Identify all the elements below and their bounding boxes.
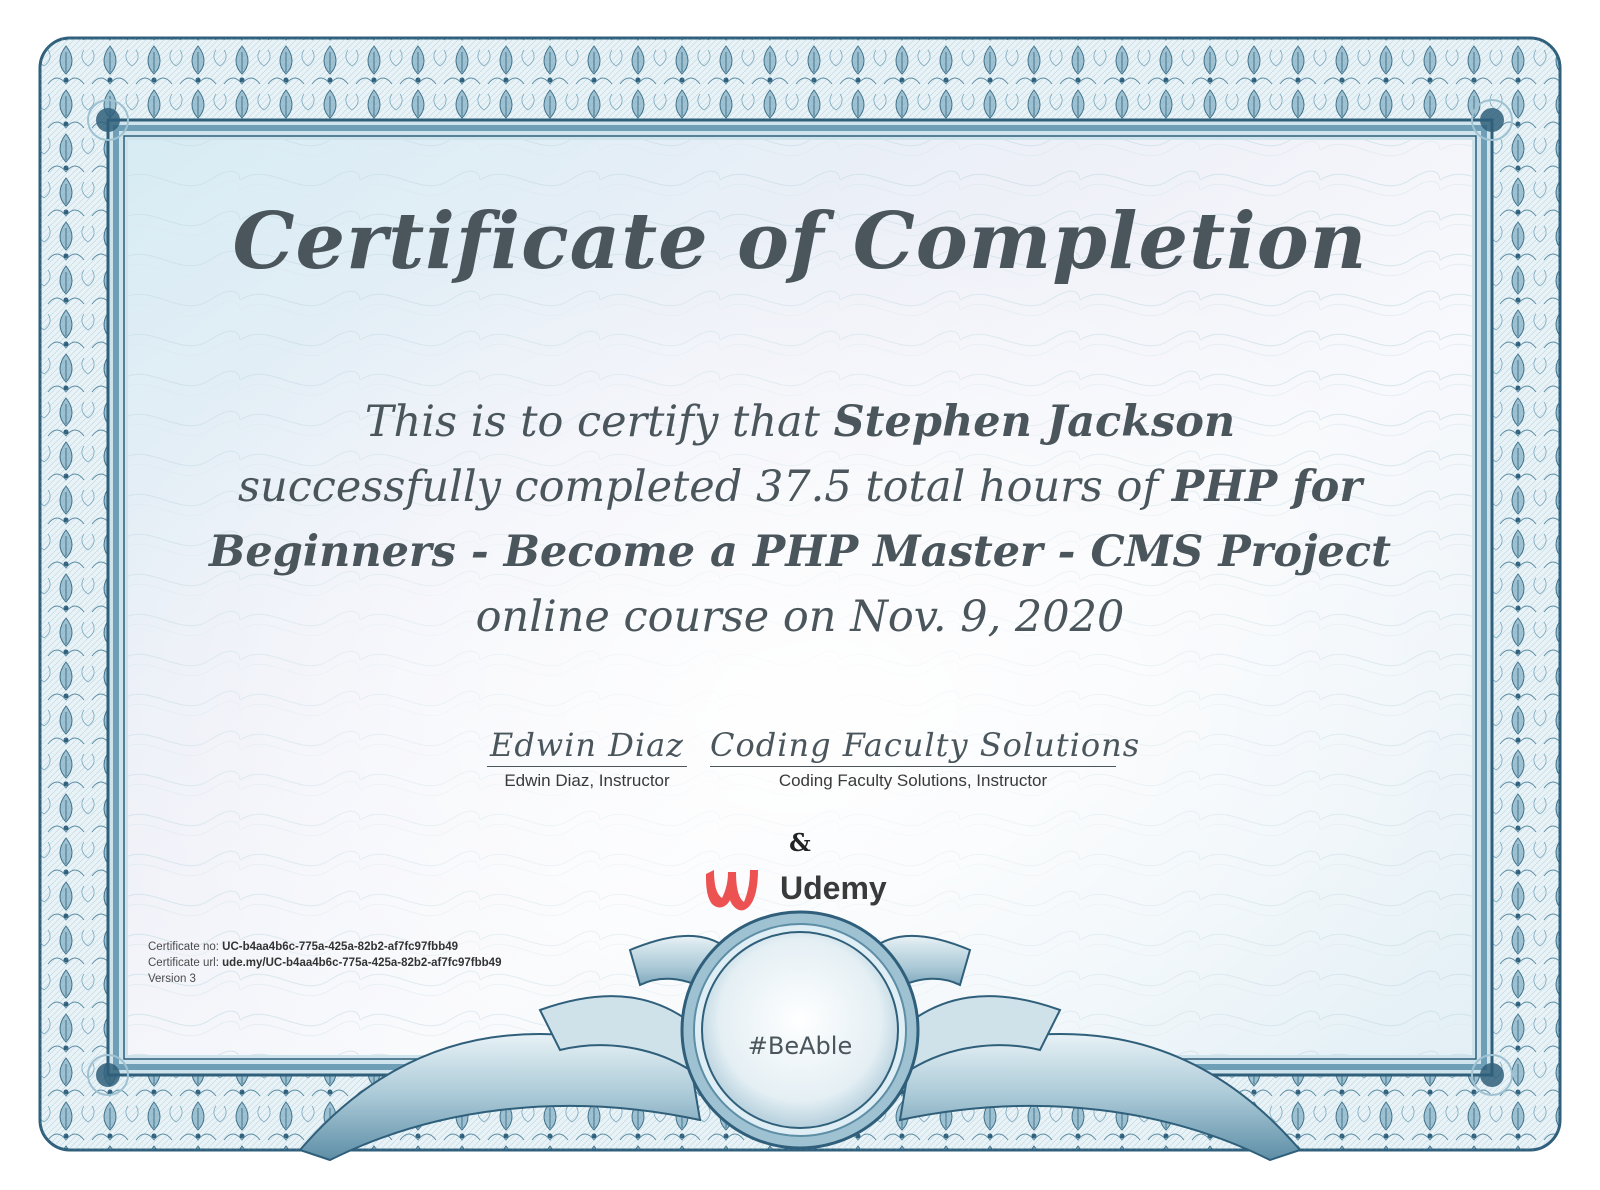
signature-line [487,766,687,767]
completed-suffix: online course on [475,592,851,642]
ampersand: & [789,828,811,857]
course-hours: 37.5 [755,462,852,512]
completed-prefix: successfully completed [237,462,756,512]
certificate-url: ude.my/UC-b4aa4b6c-775a-425a-82b2-af7fc97fbb49 [222,957,502,969]
udemy-u-icon [700,860,772,916]
seal-hashtag: #BeAble [747,1032,853,1060]
udemy-wordmark: Udemy [780,869,887,906]
certificate-title: Certificate of Completion [232,196,1368,287]
completion-date: Nov. 9, 2020 [850,592,1125,642]
certificate-url-label: Certificate url: [148,957,223,969]
signature-caption: Coding Faculty Solutions, Instructor [778,771,1048,790]
seal-medallion [682,912,918,1148]
recipient-name: Stephen Jackson [833,397,1236,447]
signature-script: Coding Faculty Solutions [710,726,1141,764]
course-name: PHP for Beginners - Become a PHP Master - CMS Project [209,462,1391,577]
hours-suffix: total hours of [851,462,1172,512]
certificate-url-row [148,955,501,971]
udemy-logo [700,858,887,918]
certificate-number: UC-b4aa4b6c-775a-425a-82b2-af7fc97fbb49 [222,941,459,953]
certificate-number-row [148,939,501,955]
certificate-details [148,939,501,987]
certificate-version: Version 3 [148,973,196,985]
signature-line [710,766,1116,767]
certificate-statement [140,390,1460,650]
signature-caption: Edwin Diaz, Instructor [504,771,670,790]
instructor-signature-1 [487,724,687,791]
instructor-signature-2 [710,724,1141,791]
certificate-number-label: Certificate no: [148,941,223,953]
signature-script: Edwin Diaz [489,726,685,764]
intro-text: This is to certify that [364,397,834,447]
